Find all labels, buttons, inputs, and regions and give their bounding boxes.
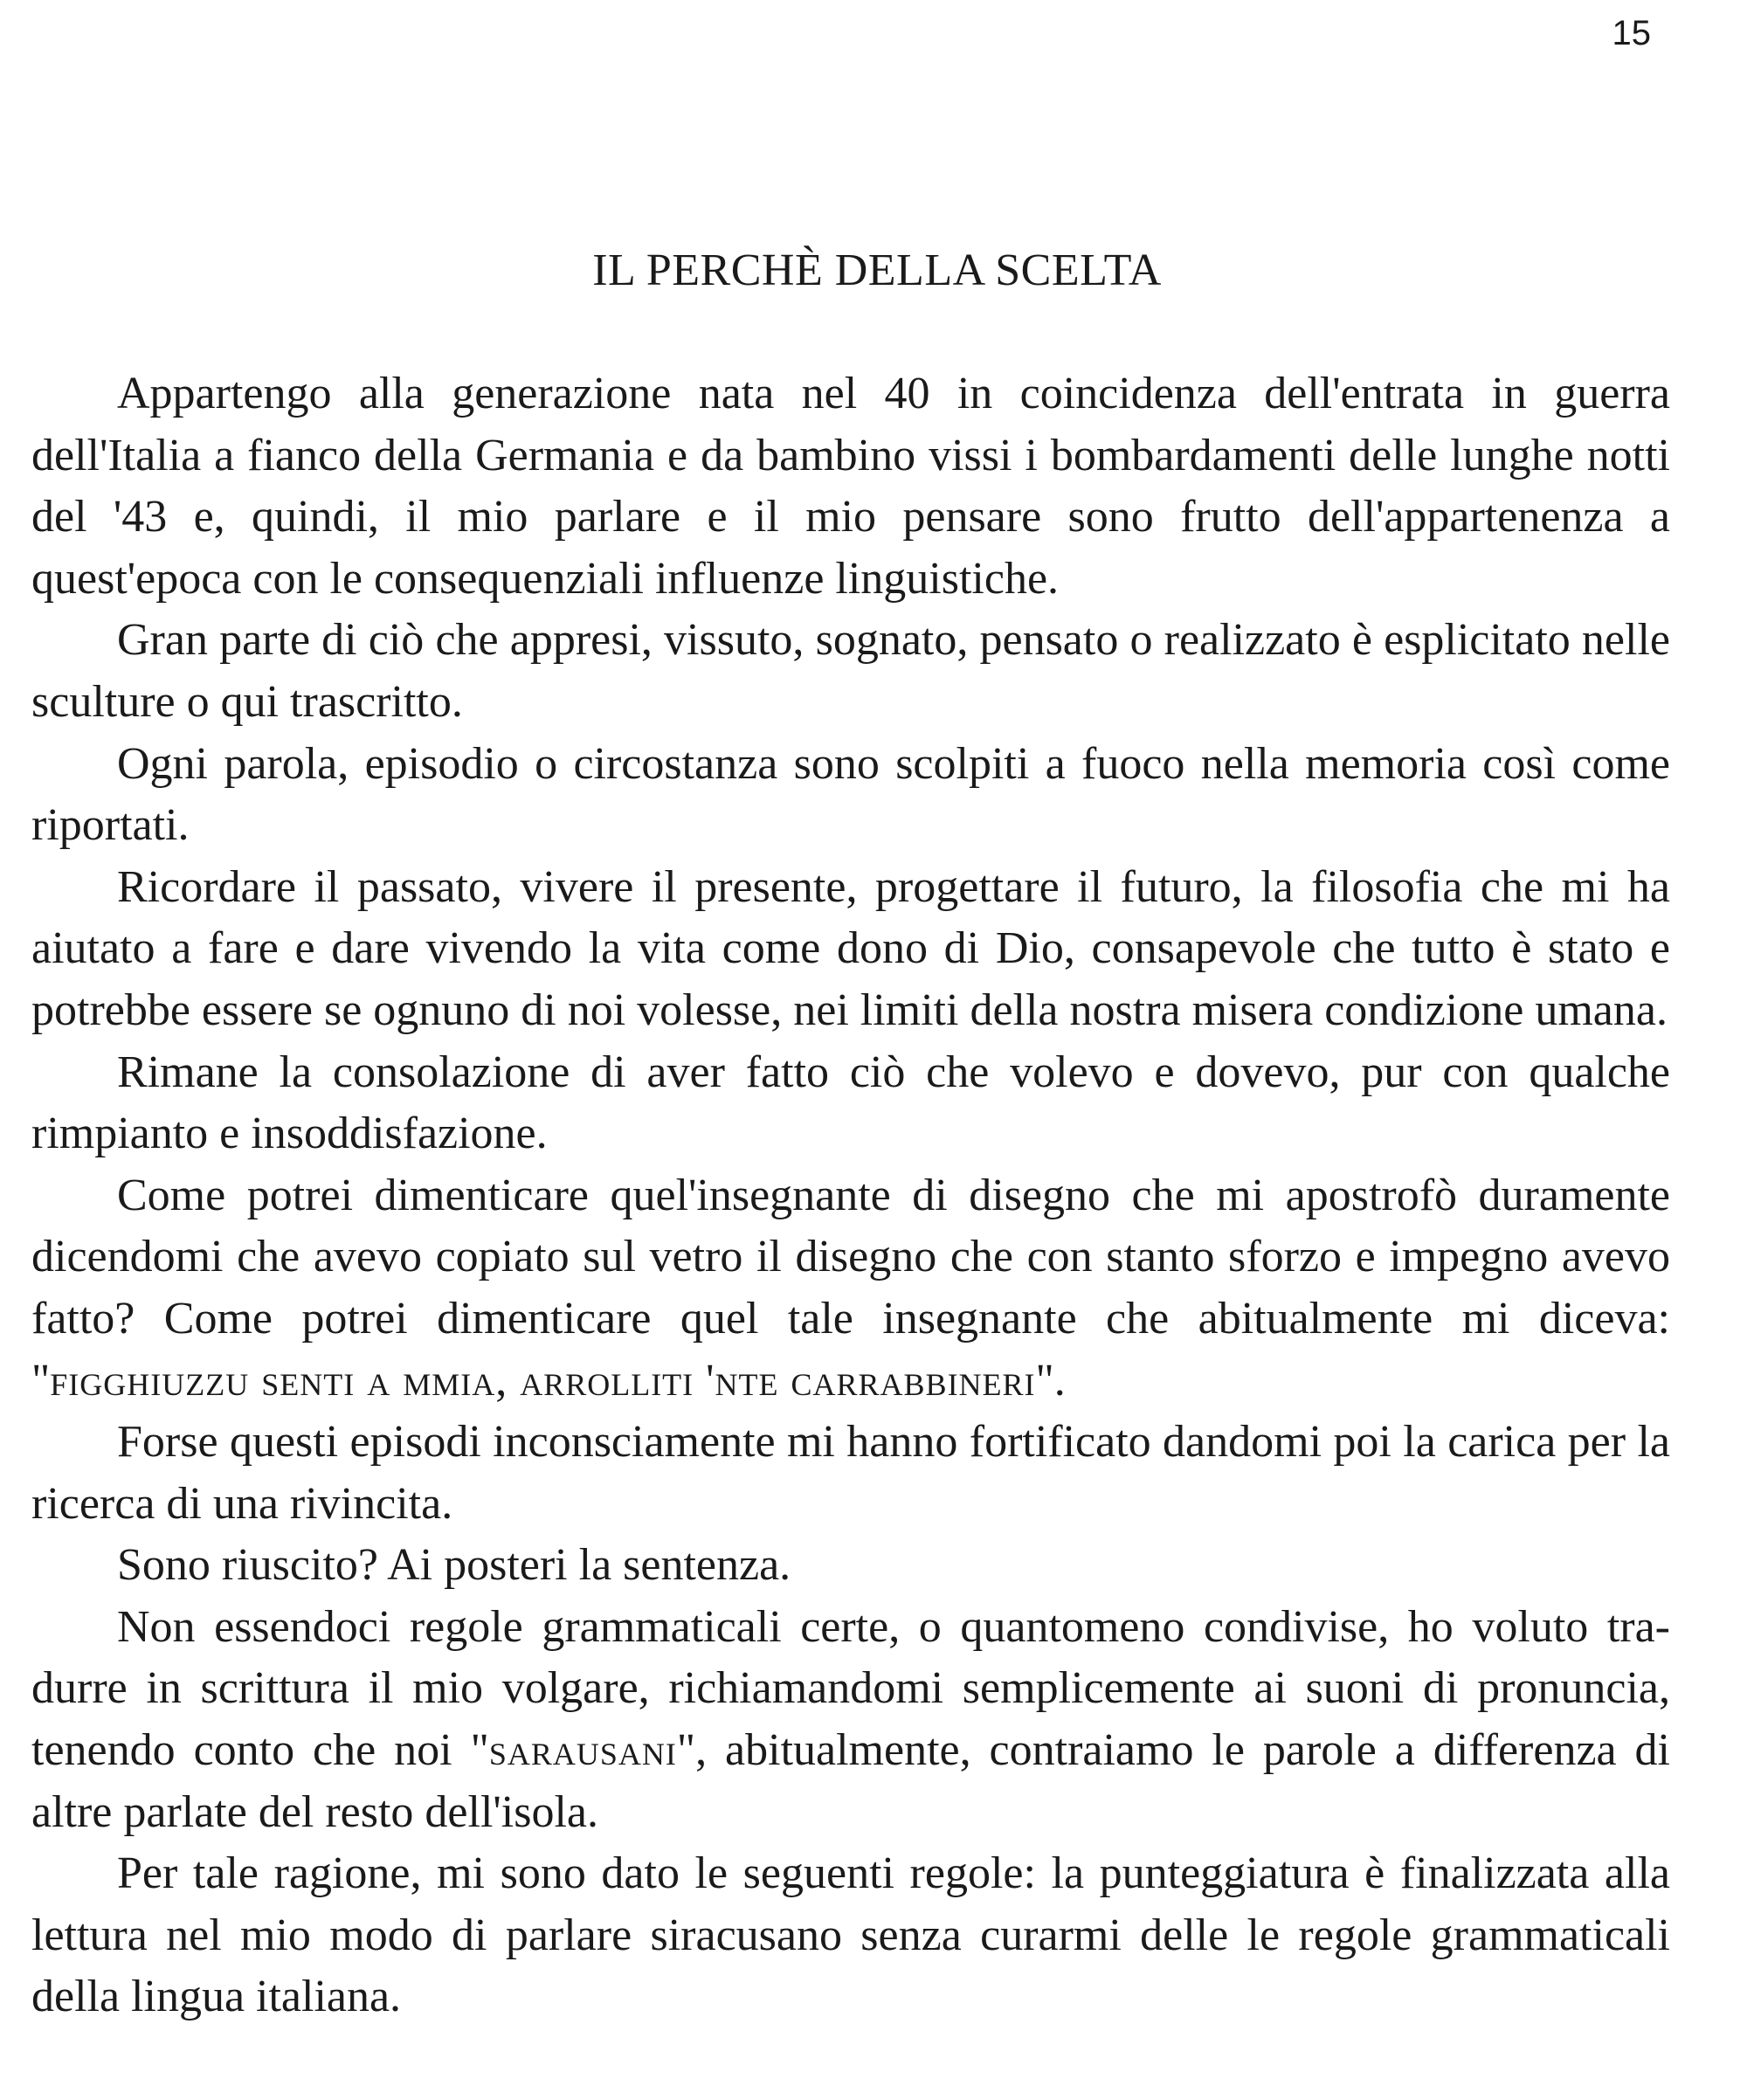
paragraph: Ricordare il passato, vivere il presente, progettare il futuro, la filosofia che mi ha aiutato a fare e dare vivendo la vita come dono di Dio, consapevole che tutto è stato e potrebbe essere se ognuno di noi volesse, nei limiti della nostra misera condizione umana. [31,861,1670,1035]
paragraph-text: ", abitualmente, contraiamo le parole a differenza di altre parlate del resto dell'isola. [31,1725,1671,1837]
paragraph-text: ". [1035,1355,1066,1406]
page-number: 15 [1612,14,1651,52]
paragraph: Per tale ragione, mi sono dato le seguenti regole: la punteggiatura è finalizzata alla lettura nel mio modo di parlare siracusano senza curarmi delle le regole grammaticali della lingua italiana. [31,1848,1670,2022]
paragraph [31,1165,1670,1412]
paragraph: Appartengo alla generazione nata nel 40 in coincidenza dell'entrata in guerra dell'Italia a fianco della Germania e da bambino vissi i bombardamenti delle lunghe notti del '43 e, quindi, il mio parlare e il mio pensare sono frutto dell'appartenenza a quest'epoca con le consequenziali influenze linguistiche. [31,369,1670,604]
chapter-title: IL PERCHÈ DELLA SCELTA [592,245,1162,295]
paragraph-text: Come potrei dimenticare quel'insegnante di disegno che mi apostrofò duramente dicendomi che avevo copiato sul vetro il disegno che con stanto sforzo e impegno avevo fatto? Come potrei dimenticare quel tale insegnante che abitualmente mi diceva: " [31,1170,1670,1406]
paragraph: Gran parte di ciò che appresi, vissuto, sognato, pensato o realizzato è esplicitato nelle sculture o qui trascritto. [31,615,1670,727]
paragraph: Sono riuscito? Ai posteri la sentenza. [117,1540,791,1591]
paragraph-text: Non essendoci regole grammaticali certe, o quantomeno condivise, ho voluto tradurre in scrittura il mio volgare, richiamandomi semplicemente ai suoni di pronuncia, tenendo conto che noi " [31,1601,1670,1776]
body-text [31,363,1670,2028]
paragraph: Rimane la consolazione di aver fatto ciò che volevo e dovevo, pur con qualche rimpianto e insoddisfazione. [31,1047,1670,1159]
dialect-quote: figghiuzzu senti a mmia, arrolliti 'nte carrabbineri [50,1355,1036,1406]
dialect-quote: sarausani [488,1725,677,1776]
paragraph: Forse questi episodi inconsciamente mi hanno fortificato dandomi poi la carica per la ricerca di una rivincita. [31,1417,1670,1529]
paragraph: Ogni parola, episodio o circostanza sono scolpiti a fuoco nella memoria così come riportati. [31,738,1670,851]
paragraph [31,1597,1670,1843]
